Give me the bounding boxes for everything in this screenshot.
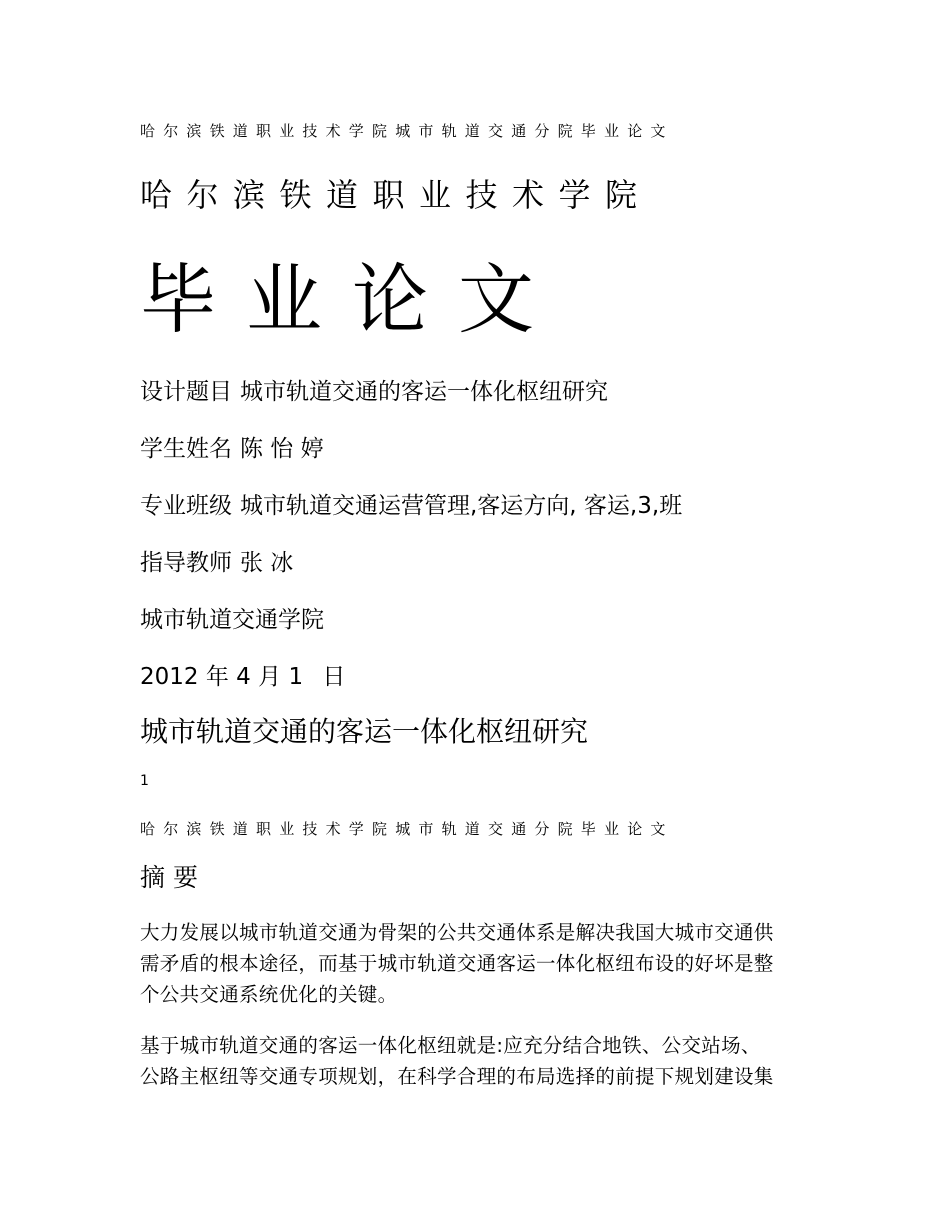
paragraph-line: 大力发展以城市轨道交通为骨架的公共交通体系是解决我国大城市交通供 xyxy=(140,921,774,944)
advisor-row xyxy=(140,548,293,578)
advisor-name: 张 冰 xyxy=(240,550,294,576)
major-class-value: 城市轨道交通运营管理,客运方向, 客运,3,班 xyxy=(240,493,683,519)
date-day-unit: 日 xyxy=(322,664,346,690)
department: 城市轨道交通学院 xyxy=(140,607,324,633)
date-month: 4 xyxy=(236,664,251,690)
abstract-paragraph-2 xyxy=(140,1030,810,1092)
student-row xyxy=(140,434,324,464)
paragraph-line: 公路主枢纽等交通专项规划，在科学合理的布局选择的前提下规划建设集 xyxy=(140,1065,774,1088)
abstract-paragraph-1 xyxy=(140,917,810,1010)
date-day: 1 xyxy=(288,664,304,690)
major-class-label: 专业班级 xyxy=(140,493,232,519)
student-label: 学生姓名 xyxy=(140,436,232,462)
major-class-row xyxy=(140,491,682,521)
topic-value: 城市轨道交通的客运一体化枢纽研究 xyxy=(240,379,608,405)
paper-title: 城市轨道交通的客运一体化枢纽研究 xyxy=(140,715,589,748)
abstract-heading: 摘要 xyxy=(140,863,207,892)
running-header: 哈尔滨铁道职业技术学院城市轨道交通分院毕业论文 xyxy=(140,122,674,140)
date xyxy=(140,662,345,692)
paragraph-line: 基于城市轨道交通的客运一体化枢纽就是:应充分结合地铁、公交站场、 xyxy=(140,1034,761,1057)
paragraph-line: 个公共交通系统优化的关键。 xyxy=(140,983,398,1006)
date-year-unit: 年 xyxy=(205,664,229,690)
student-name: 陈 怡 婷 xyxy=(240,436,324,462)
school-title: 哈尔滨铁道职业技术学院 xyxy=(140,176,652,214)
topic-row xyxy=(140,377,608,407)
running-header-2: 哈尔滨铁道职业技术学院城市轨道交通分院毕业论文 xyxy=(140,820,674,838)
paragraph-line: 需矛盾的根本途径，而基于城市轨道交通客运一体化枢纽布设的好坏是整 xyxy=(140,952,774,975)
page-number: 1 xyxy=(140,773,149,789)
date-month-unit: 月 xyxy=(258,664,282,690)
thesis-title: 毕业论文 xyxy=(140,255,564,344)
topic-label: 设计题目 xyxy=(140,379,232,405)
advisor-label: 指导教师 xyxy=(140,550,232,576)
date-year: 2012 xyxy=(140,664,199,690)
